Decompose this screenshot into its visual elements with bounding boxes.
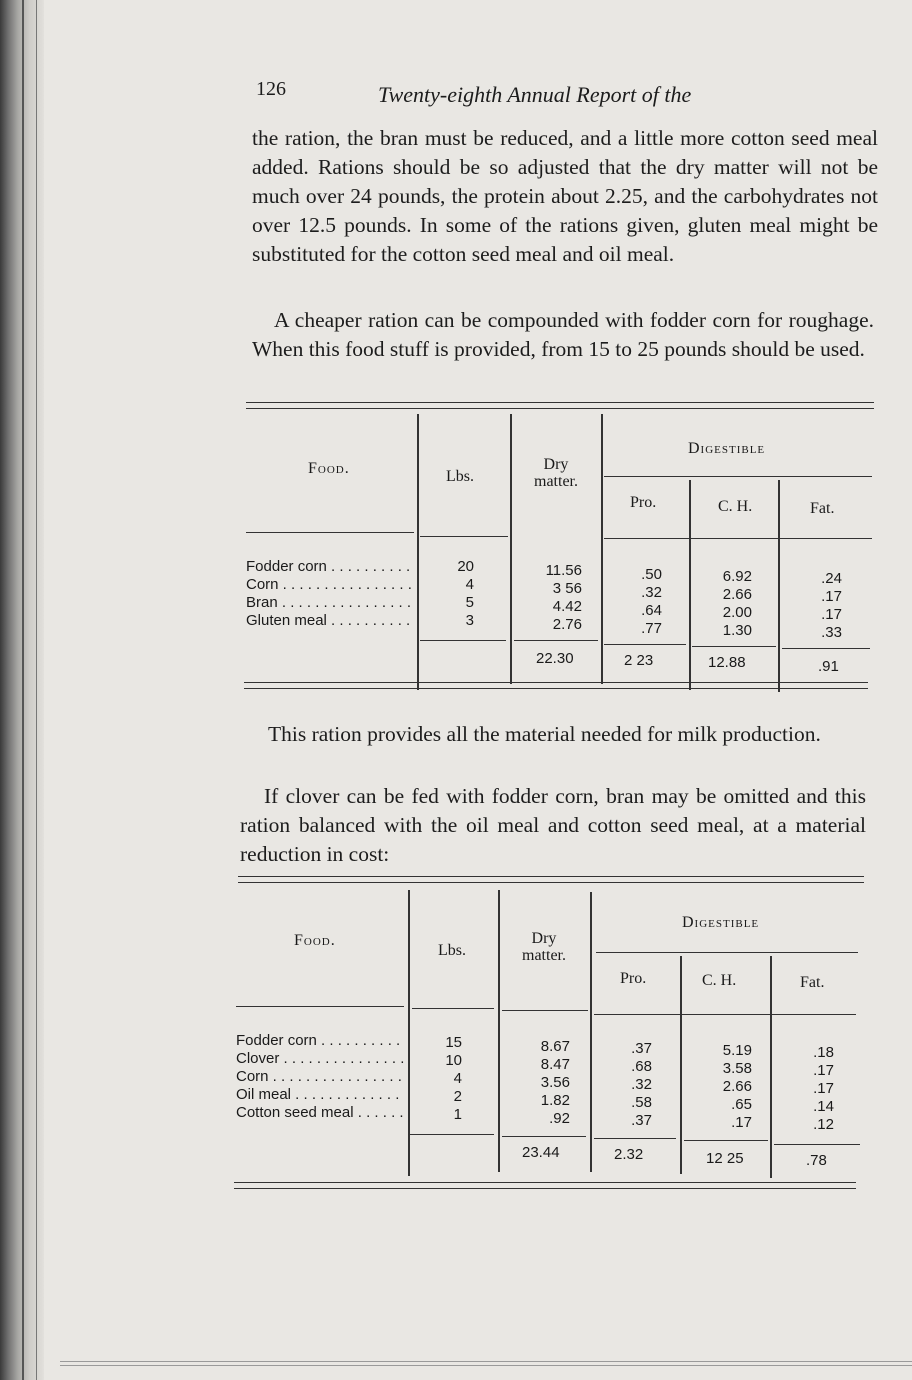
protein-column [626, 566, 662, 638]
digestible-underline [604, 476, 872, 477]
header-carbohydrates: C. H. [718, 498, 753, 515]
sum-rule [774, 1144, 860, 1145]
carbohydrates-cell: 2.66 [722, 586, 752, 603]
food-cell: Oil meal . . . [236, 1086, 404, 1104]
header-fat: Fat. [810, 500, 835, 517]
paragraph: the ration, the bran must be reduced, and a little more cotton seed meal added. Rations should be so adjusted that the dry matter will not be much over 24 pounds, the protein about 2.25, and the carbohydrates not over 12.5 pounds. In some of the rations given, gluten meal might be substituted for the cotton seed meal and oil meal. [252, 126, 878, 266]
total-fat: .78 [806, 1152, 827, 1169]
food-cell: Corn . . . [246, 576, 414, 594]
sum-rule [420, 640, 506, 641]
column-rule [601, 414, 603, 684]
table-bottom-rule [244, 682, 868, 689]
carbohydrates-cell: .17 [731, 1114, 752, 1131]
header-food: Food. [308, 460, 350, 477]
page-header [256, 72, 876, 112]
header-digestible: Digestible [688, 440, 766, 457]
carbohydrates-cell: .65 [731, 1096, 752, 1113]
food-cell: Bran . . . [246, 594, 414, 612]
carbohydrates-column [708, 568, 752, 640]
header-bottom-rule [604, 538, 872, 539]
food-cell: Corn . . . [236, 1068, 404, 1086]
fat-column [798, 1044, 834, 1134]
fat-cell: .17 [821, 588, 842, 605]
protein-cell: .64 [641, 602, 662, 619]
dry-matter-cell: 3 56 [552, 580, 582, 597]
carbohydrates-cell: 6.92 [722, 568, 752, 585]
lbs-column [428, 1034, 462, 1124]
column-rule [498, 890, 500, 1172]
table-top-rule [238, 876, 864, 883]
page-bottom-edge [60, 1361, 912, 1366]
food-cell: Cotton seed meal . . . [236, 1104, 404, 1122]
header-dry-matter: Dry matter. [522, 930, 566, 964]
header-lbs: Lbs. [438, 942, 466, 959]
carbohydrates-cell: 3.58 [722, 1060, 752, 1077]
paragraph: A cheaper ration can be compounded with fodder corn for roughage. When this food stuff is provided, from 15 to 25 pounds should be used. [252, 308, 874, 361]
food-cell: Fodder corn . . . [236, 1032, 404, 1050]
dry-matter-cell: 2.76 [552, 616, 582, 633]
fat-cell: .24 [821, 570, 842, 587]
protein-cell: .32 [631, 1076, 652, 1093]
food-cell: Clover . . . [236, 1050, 404, 1068]
fat-cell: .33 [821, 624, 842, 641]
sum-rule [684, 1140, 768, 1141]
protein-cell: .68 [631, 1058, 652, 1075]
dry-matter-cell: 1.82 [540, 1092, 570, 1109]
header-fat: Fat. [800, 974, 825, 991]
header-carbohydrates: C. H. [702, 972, 737, 989]
ration-table-1 [240, 400, 876, 700]
column-rule [680, 956, 682, 1174]
paragraph: If clover can be fed with fodder corn, bran may be omitted and this ration balanced with the oil meal and cotton seed meal, at a material reduction in cost: [240, 784, 866, 866]
protein-column [616, 1040, 652, 1130]
column-rule [510, 414, 512, 684]
binding-edge-line [36, 0, 37, 1380]
food-cell: Gluten meal . . . [246, 612, 414, 630]
dry-matter-cell: 4.42 [552, 598, 582, 615]
dry-matter-cell: 11.56 [545, 562, 582, 579]
total-carbohydrates: 12 25 [706, 1150, 744, 1167]
fat-cell: .18 [813, 1044, 834, 1061]
lbs-cell: 1 [453, 1106, 462, 1123]
column-rule [417, 414, 419, 690]
total-fat: .91 [818, 658, 839, 675]
header-bottom-rule [412, 1008, 494, 1009]
sum-rule [782, 648, 870, 649]
header-bottom-rule [420, 536, 508, 537]
sum-rule [514, 640, 598, 641]
sum-rule [410, 1134, 494, 1135]
total-protein: 2 23 [624, 652, 654, 669]
food-column [246, 558, 414, 630]
column-rule [778, 480, 780, 692]
dry-matter-cell: 8.67 [540, 1038, 570, 1055]
header-digestible: Digestible [682, 914, 760, 931]
column-rule [689, 480, 691, 690]
column-rule [590, 892, 592, 1172]
fat-cell: .14 [813, 1098, 834, 1115]
protein-cell: .32 [641, 584, 662, 601]
sum-rule [692, 646, 776, 647]
sum-rule [594, 1138, 676, 1139]
food-cell: Fodder corn . . . [246, 558, 414, 576]
table-bottom-rule [234, 1182, 856, 1189]
header-dry-matter: Dry matter. [534, 456, 578, 490]
lbs-cell: 5 [465, 594, 474, 611]
lbs-cell: 4 [465, 576, 474, 593]
lbs-cell: 3 [465, 612, 474, 629]
carbohydrates-column [708, 1042, 752, 1132]
header-bottom-rule [594, 1014, 856, 1015]
lbs-cell: 20 [457, 558, 474, 575]
header-lbs: Lbs. [446, 468, 474, 485]
header-food: Food. [294, 932, 336, 949]
lbs-cell: 10 [445, 1052, 462, 1069]
lbs-cell: 2 [453, 1088, 462, 1105]
food-column [236, 1032, 404, 1122]
protein-cell: .58 [631, 1094, 652, 1111]
column-rule [770, 956, 772, 1178]
carbohydrates-cell: 1.30 [722, 622, 752, 639]
page-number: 126 [256, 78, 286, 100]
ration-table-2 [232, 872, 868, 1202]
dry-matter-cell: 8.47 [540, 1056, 570, 1073]
protein-cell: .37 [631, 1112, 652, 1129]
sum-rule [502, 1136, 586, 1137]
fat-cell: .12 [813, 1116, 834, 1133]
protein-cell: .77 [641, 620, 662, 637]
dry-matter-column [530, 562, 582, 634]
header-protein: Pro. [620, 970, 647, 987]
fat-cell: .17 [813, 1080, 834, 1097]
dry-matter-cell: 3.56 [540, 1074, 570, 1091]
carbohydrates-cell: 2.00 [722, 604, 752, 621]
dry-matter-column [516, 1038, 570, 1128]
total-protein: 2.32 [614, 1146, 644, 1163]
header-bottom-rule [236, 1006, 404, 1007]
digestible-underline [596, 952, 858, 953]
sum-rule [604, 644, 686, 645]
lbs-cell: 15 [445, 1034, 462, 1051]
lbs-cell: 4 [453, 1070, 462, 1087]
total-carbohydrates: 12.88 [708, 654, 746, 671]
carbohydrates-cell: 5.19 [722, 1042, 752, 1059]
total-dry-matter: 23.44 [522, 1144, 560, 1161]
fat-cell: .17 [821, 606, 842, 623]
paragraph: This ration provides all the material needed for milk production. [268, 722, 821, 746]
fat-cell: .17 [813, 1062, 834, 1079]
carbohydrates-cell: 2.66 [722, 1078, 752, 1095]
binding-edge-line [22, 0, 24, 1380]
header-bottom-rule [246, 532, 414, 533]
total-dry-matter: 22.30 [536, 650, 574, 667]
protein-cell: .37 [631, 1040, 652, 1057]
dry-matter-cell: .92 [549, 1110, 570, 1127]
header-bottom-rule [502, 1010, 588, 1011]
fat-column [806, 570, 842, 642]
table-top-rule [246, 402, 874, 409]
running-title: Twenty-eighth Annual Report of the [378, 82, 692, 107]
header-protein: Pro. [630, 494, 657, 511]
lbs-column [440, 558, 474, 630]
protein-cell: .50 [641, 566, 662, 583]
